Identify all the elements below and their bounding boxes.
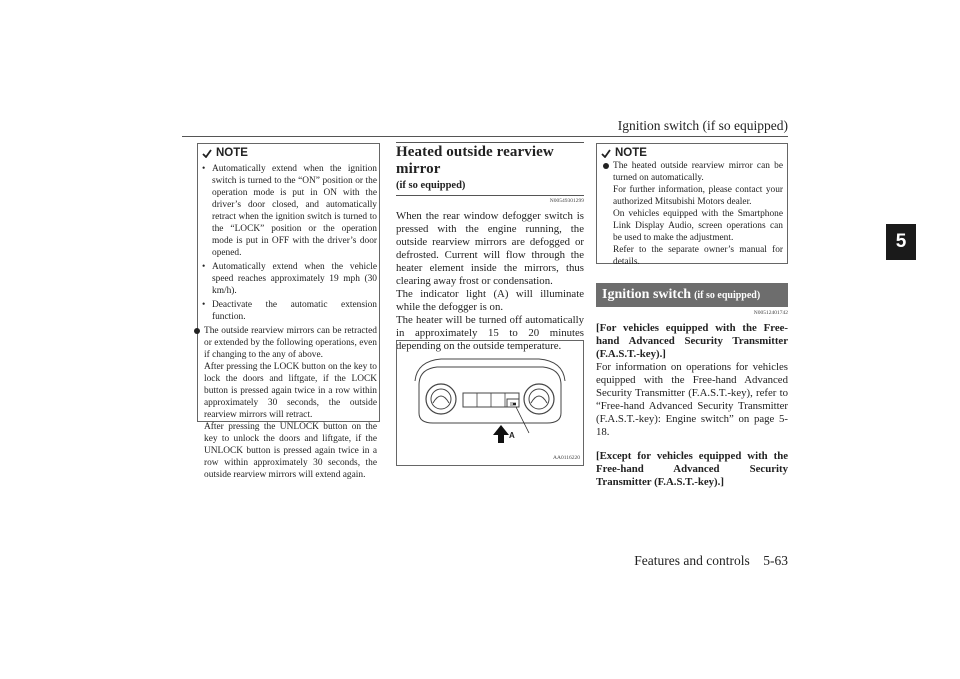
running-header: Ignition switch (if so equipped)	[617, 118, 788, 133]
callout-label-a: A	[509, 431, 515, 440]
body-paragraph: When the rear window defogger switch is pressed with the engine running, the outside rearview mirrors are defogged or defrosted. Current will flow through the heater element inside the mirrors, thus clearing away frost or condensation.	[396, 210, 584, 287]
climate-panel-illustration	[397, 341, 583, 465]
note-box-right	[596, 143, 788, 267]
heated-mirror-section	[396, 142, 584, 353]
note-box-left	[197, 143, 380, 480]
body-heading: [Except for vehicles equipped with the Free-hand Advanced Security Transmitter (F.A.S.T.-key).]	[596, 450, 788, 488]
body-paragraph: The heater will be turned off automatically in approximately 15 to 20 minutes depending on the outside temperature.	[396, 314, 584, 352]
bullet-item: • Deactivate the automatic extension function.	[202, 300, 377, 322]
body-heading: [For vehicles equipped with the Free-hand Advanced Security Transmitter (F.A.S.T.-key).]	[596, 322, 788, 360]
section-title: Heated outside rearview mirror	[396, 144, 554, 177]
section-subtitle: (if so equipped)	[694, 289, 761, 301]
section-rule	[396, 142, 584, 143]
section-code: N00512401742	[753, 310, 788, 316]
bullet-item: • Automatically extend when the ignition switch is turned to the “ON” position or the operation mode is put in ON with the driver’s door closed, and automatically retract when the ignition switch is turned to the “LOCK” position or the operation mode is put in OFF with the driver’s door opened.	[202, 164, 377, 258]
section-rule-bottom	[396, 195, 584, 196]
chapter-tab: 5	[886, 224, 916, 260]
body-paragraph: For information on operations for vehicles equipped with the Free-hand Advanced Security Transmitter (F.A.S.T.-key), refer to “Free-hand Advanced Security Transmitter (F.A.S.T.-key): Engine switch” on page 5-18.	[596, 361, 788, 438]
defogger-figure	[396, 340, 584, 466]
note-label: NOTE	[216, 147, 248, 159]
diamond-bullet-icon	[603, 163, 609, 169]
section-subtitle: (if so equipped)	[396, 180, 466, 191]
bullet-item: • Automatically extend when the vehicle speed reaches approximately 19 mph (30 km/h).	[202, 262, 377, 296]
ignition-section-banner	[596, 283, 788, 307]
diamond-item: The heated outside rearview mirror can be turned on automatically. For further information, please contact your authorized Mitsubishi Motors dealer. On vehicles equipped with the Smartphone Link Display Audio, screen operations can be used to make the adjustment. Refer to the separate owner’s manual for details.	[603, 160, 783, 268]
ignition-section-body	[596, 310, 788, 489]
check-icon	[601, 149, 611, 158]
body-paragraph: The indicator light (A) will illuminate while the defogger is on.	[396, 288, 584, 313]
header-rule	[182, 136, 788, 137]
diamond-item: The outside rearview mirrors can be retracted or extended by the following operations, even if changing to the any of above. After pressing the LOCK button on the key to lock the doors and liftgate, if the LOCK button is pressed again twice in a row within approximately 30 seconds, the outside rearview mirrors will retract. After pressing the UNLOCK button on the key to unlock the doors and liftgate, if the UNLOCK button is pressed again twice in a row within approximately 30 seconds, the outside rearview mirrors will extend again.	[194, 325, 377, 481]
section-code: N00549301299	[549, 198, 584, 204]
note-header	[198, 144, 379, 162]
section-title: Ignition switch	[602, 287, 692, 302]
figure-code: AA0116220	[553, 455, 580, 461]
diamond-bullet-icon	[194, 328, 200, 334]
note-label: NOTE	[615, 147, 647, 159]
check-icon	[202, 149, 212, 158]
page-footer: Features and controls 5-63	[634, 553, 788, 568]
note-content	[202, 161, 377, 481]
note-content	[603, 158, 783, 268]
